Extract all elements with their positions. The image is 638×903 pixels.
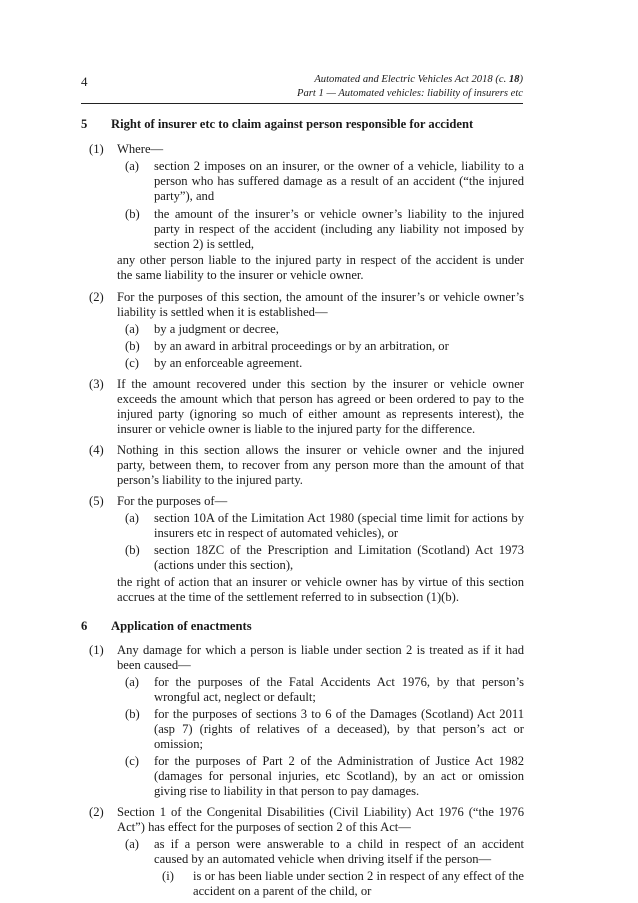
text-line: insurer or vehicle owner is liable to the injured party for the difference.: [117, 422, 476, 436]
text-line: If the amount recovered under this section by the insurer or vehicle owner: [117, 377, 524, 391]
text-line: Section 1 of the Congenital Disabilities (Civil Liability) Act 1976 (“the 1976: [117, 805, 524, 819]
text-line: For the purposes of—: [117, 494, 228, 508]
text-line: wrongful act, neglect or default;: [154, 690, 316, 704]
text-line: Act”) has effect for the purposes of section 2 of this Act—: [117, 820, 411, 834]
text-line: the amount of the insurer’s or vehicle owner’s liability to the injured: [154, 207, 524, 221]
text-line: accident on a parent of the child, or: [193, 884, 372, 898]
paragraph-label: (b): [125, 543, 140, 557]
text-line: (asp 7) (rights of relatives of a deceased), by that person’s act or: [154, 722, 524, 736]
text-line: exceeds the amount which that person has agreed or been ordered to pay to the: [117, 392, 524, 406]
text-line: injured party (ignoring so much of either amount as represents interest), the: [117, 407, 524, 421]
paragraph-label: (b): [125, 707, 140, 721]
text-line: Nothing in this section allows the insurer or vehicle owner and the injured: [117, 443, 524, 457]
header-rule: [81, 103, 523, 104]
subsection-number: (3): [89, 377, 104, 391]
subsection-number: (4): [89, 443, 104, 457]
paragraph-label: (c): [125, 356, 139, 370]
subsection-number: (1): [89, 643, 104, 657]
subsection-number: (5): [89, 494, 104, 508]
section-5-heading: Right of insurer etc to claim against person responsible for accident: [111, 117, 474, 131]
text-line: party in respect of the accident (including any liability not imposed by: [154, 222, 524, 236]
paragraph-label: (b): [125, 339, 140, 353]
subsection-number: (2): [89, 805, 104, 819]
text-line: for the purposes of Part 2 of the Administration of Justice Act 1982: [154, 754, 524, 768]
running-header-title: [314, 74, 523, 85]
text-line: section 18ZC of the Prescription and Limitation (Scotland) Act 1973: [154, 543, 524, 557]
text-line: section 2 imposes on an insurer, or the owner of a vehicle, liability to a: [154, 159, 524, 173]
paragraph-label: (a): [125, 159, 139, 173]
text-line: by an enforceable agreement.: [154, 356, 303, 370]
act-close: ): [519, 74, 523, 85]
text-line: for the purposes of sections 3 to 6 of the Damages (Scotland) Act 2011: [154, 707, 524, 721]
text-line: caused by an automated vehicle when driving itself if the person—: [154, 852, 492, 866]
text-line: any other person liable to the injured party in respect of the accident is under: [117, 253, 524, 267]
text-line: insurers etc in respect of automated vehicles), or: [154, 526, 399, 540]
text-line: person who has suffered damage as a result of an accident (“the injured: [154, 174, 524, 188]
text-line: accrues at the time of the settlement referred to in subsection (1)(b).: [117, 590, 459, 604]
text-line: (actions under this section),: [154, 558, 294, 572]
paragraph-label: (c): [125, 754, 139, 768]
section-6-number: 6: [81, 619, 88, 633]
act-chapter: 18: [508, 74, 520, 85]
text-line: the right of action that an insurer or vehicle owner has by virtue of this section: [117, 575, 524, 589]
paragraph-label: (a): [125, 675, 139, 689]
paragraph-label: (a): [125, 322, 139, 336]
subsection-text: Where—: [117, 142, 164, 156]
paragraph-label: (a): [125, 511, 139, 525]
text-line: been caused—: [117, 658, 191, 672]
paragraph-label: (b): [125, 207, 140, 221]
text-line: for the purposes of the Fatal Accidents Act 1976, by that person’s: [154, 675, 524, 689]
text-line: the same liability to the insurer or vehicle owner.: [117, 268, 364, 282]
text-line: section 10A of the Limitation Act 1980 (special time limit for actions by: [154, 511, 524, 525]
text-line: For the purposes of this section, the amount of the insurer’s or vehicle owner’s: [117, 290, 524, 304]
text-line: omission;: [154, 737, 203, 751]
subsection-number: (2): [89, 290, 104, 304]
text-line: section 2) is settled,: [154, 237, 255, 251]
text-line: Any damage for which a person is liable under section 2 is treated as if it had: [117, 643, 524, 657]
act-title: Automated and Electric Vehicles Act 2018 (c.: [314, 74, 509, 85]
text-line: person’s liability to the injured party.: [117, 473, 303, 487]
text-line: liability is settled when it is established—: [117, 305, 328, 319]
section-6-heading: Application of enactments: [111, 619, 252, 633]
text-line: (damages for personal injuries, etc Scotland), by an act or omission: [154, 769, 524, 783]
page-number: 4: [81, 74, 88, 89]
subsection-number: (1): [89, 142, 104, 156]
running-header-part: Part 1 — Automated vehicles: liability of insurers etc: [297, 88, 523, 99]
text-line: by a judgment or decree,: [154, 322, 279, 336]
text-line: giving rise to liability in that person to pay damages.: [154, 784, 420, 798]
section-5-number: 5: [81, 117, 88, 131]
text-line: as if a person were answerable to a child in respect of an accident: [154, 837, 524, 851]
text-line: by an award in arbitral proceedings or by an arbitration, or: [154, 339, 449, 353]
paragraph-label: (a): [125, 837, 139, 851]
subparagraph-label: (i): [162, 869, 174, 883]
text-line: party, between them, to recover from any person more than the amount of that: [117, 458, 524, 472]
text-line: is or has been liable under section 2 in respect of any effect of the: [193, 869, 524, 883]
text-line: party”), and: [154, 189, 215, 203]
